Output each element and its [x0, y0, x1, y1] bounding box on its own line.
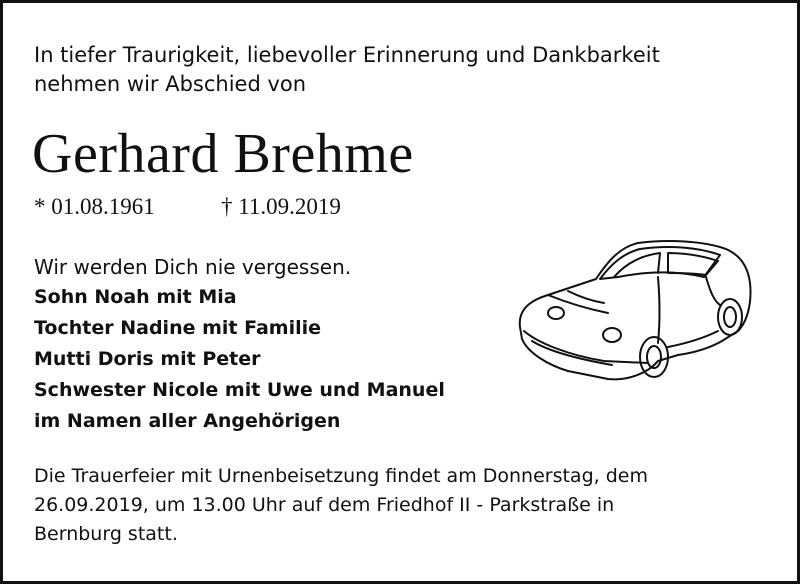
birth-date: * 01.08.1961: [34, 194, 155, 219]
sports-car-drawing-icon: [508, 231, 756, 389]
mourner-line: Sohn Noah mit Mia: [34, 286, 237, 308]
funeral-line-2: 26.09.2019, um 13.00 Uhr auf dem Friedhof II - Parkstraße in: [34, 494, 615, 516]
intro-line-1: In tiefer Traurigkeit, liebevoller Erinnerung und Dankbarkeit: [34, 43, 660, 67]
funeral-line-1: Die Trauerfeier mit Urnenbeisetzung findet am Donnerstag, dem: [34, 465, 648, 487]
mourner-line: Tochter Nadine mit Familie: [34, 317, 322, 339]
intro-text: [34, 41, 754, 99]
mourner-line: Schwester Nicole mit Uwe und Manuel: [34, 379, 445, 401]
mourner-line: Mutti Doris mit Peter: [34, 348, 261, 370]
farewell-words: Wir werden Dich nie vergessen.: [34, 255, 352, 279]
death-date: † 11.09.2019: [221, 194, 341, 219]
funeral-line-3: Bernburg statt.: [34, 523, 178, 545]
funeral-info: [34, 462, 724, 549]
intro-line-2: nehmen wir Abschied von: [34, 72, 307, 96]
deceased-name: Gerhard Brehme: [32, 123, 414, 185]
life-dates: [34, 192, 341, 222]
mourners-list: [34, 282, 445, 437]
mourner-line: im Namen aller Angehörigen: [34, 410, 341, 432]
